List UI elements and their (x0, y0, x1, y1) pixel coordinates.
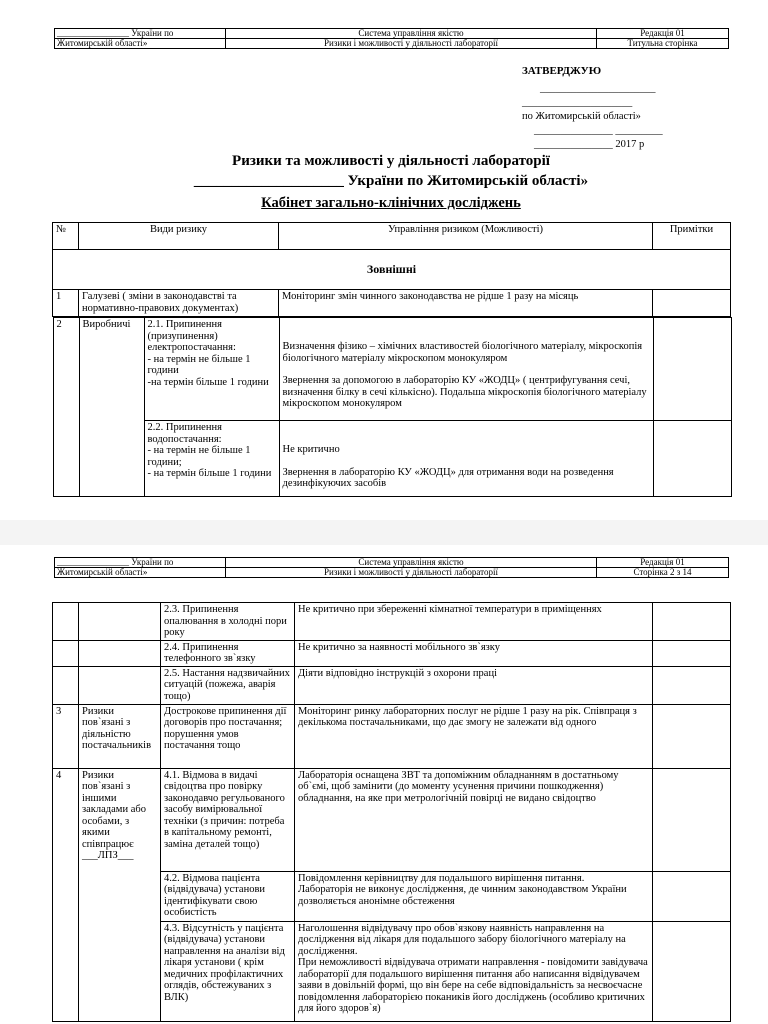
notes-cell (653, 290, 731, 317)
row-num: 1 (53, 290, 79, 317)
risk-type: Ризики пов`язані з діяльністю постачальників (79, 704, 161, 768)
header-doc-title: Ризики і можливості у діяльності лабораторії (226, 568, 597, 578)
risk-subtype: 4.2. Відмова пацієнта (відвідувача) установи ідентифікувати свою особистість (161, 871, 295, 921)
row-num (53, 640, 79, 666)
header-doc-title: Ризики і можливості у діяльності лабораторії (226, 39, 597, 49)
department-title: Кабінет загально-клінічних досліджень (261, 195, 521, 211)
header-org-line2: Житомирській області» (55, 568, 226, 578)
risk-type (79, 640, 161, 666)
risk-management: Повідомлення керівництву для подальшого вирішення питання. Лабораторія не виконує дослідження, де чинним законодавством України дозволяється анонімне обстеження (295, 871, 653, 921)
header-page-label: Сторінка 2 з 14 (597, 568, 729, 578)
header-org-line1: ________________ України по (55, 29, 226, 39)
management-text: Визначення фізико – хімічних властивостей біологічного матеріалу, мікроскопія біологічного матеріалу мікроскопом монокуляром (282, 341, 643, 364)
risk-table-continued (52, 602, 731, 1022)
risk-subtype: 2.5. Настання надзвичайних ситуацій (пожежа, аварія тощо) (161, 666, 295, 704)
approval-line: _____________________ (522, 97, 633, 108)
management-text: Звернення за допомогою в лабораторію КУ «ЖОДЦ» ( центрифугування сечі, визначення білку в сечі кількісно). Подальша мікроскопія біологічного матеріалу мікроскопом монокуляром (282, 375, 647, 409)
col-header-risk: Види ризику (79, 223, 279, 250)
col-header-notes: Примітки (653, 223, 731, 250)
risk-table (52, 222, 731, 497)
header-system: Система управління якістю (226, 558, 597, 568)
risk-type: Ризики пов`язані з іншими закладами або особами, з якими співпрацює ___ЛПЗ___ (79, 768, 161, 1021)
risk-management: Діяти відповідно інструкцій з охорони праці (295, 666, 653, 704)
approval-line: _______________ _________ (534, 125, 663, 136)
notes-cell (653, 421, 731, 497)
approval-date: _______________ 2017 р (534, 139, 645, 150)
row-num: 2 (53, 318, 79, 497)
header-org-line2: Житомирській області» (55, 39, 226, 49)
risk-type (79, 603, 161, 641)
management-text: Звернення в лабораторію КУ «ЖОДЦ» для отримання води на розведення дезинфікуючих засобів (282, 466, 614, 489)
row-num: 3 (53, 704, 79, 768)
approval-block (522, 64, 722, 152)
col-header-mgmt: Управління ризиком (Можливості) (279, 223, 653, 250)
notes-cell (653, 704, 731, 768)
notes-cell (653, 921, 731, 1021)
notes-cell (653, 666, 731, 704)
notes-cell (653, 603, 731, 641)
approval-line: ______________________ (540, 83, 656, 94)
risk-management (279, 318, 653, 421)
row-num (53, 666, 79, 704)
risk-type: Галузеві ( зміни в законодавстві та нормативно-правових документах) (79, 290, 279, 317)
page-header (54, 557, 729, 578)
risk-subtype: 2.4. Припинення телефонного зв`язку (161, 640, 295, 666)
notes-cell (653, 318, 731, 421)
page-header (54, 28, 729, 49)
risk-management: Наголошення відвідувачу про обов`язкову наявність направлення на дослідження від лікаря для подальшого забору біологічного матеріалу на дослідження. При неможливості відвідувача отримати направлення - повідомити завідувача лабораторії для подальшого вирішення питання або написання відвідувачем заяви в довільній формі, що він бере на себе відповідальність за несвоєчасне повідомлення лабораторією покаників його досліджень (особливо критичних для його здоров`я) (295, 921, 653, 1021)
risk-subtype: Дострокове припинення дії договорів про постачання; порушення умов постачання тощо (161, 704, 295, 768)
header-edition: Редакція 01 (597, 29, 729, 39)
notes-cell (653, 871, 731, 921)
row-num (53, 603, 79, 641)
risk-management (279, 421, 653, 497)
risk-management: Моніторинг змін чинного законодавства не рідше 1 разу на місяць (279, 290, 653, 317)
header-org-line1: ________________ України по (55, 558, 226, 568)
notes-cell (653, 640, 731, 666)
risk-subtype: 4.3. Відсутність у пацієнта (відвідувача) установи направлення на аналізи від лікаря установи ( крім медичних профілактичних оглядів, обстежуваних з ВЛК) (161, 921, 295, 1021)
risk-subtype: 4.1. Відмова в видачі свідоцтва про повірку законодавчо регульованого засобу вимірювальної техніки (з причин: потреба в капітальному ремонті, заміна деталей тощо) (161, 768, 295, 871)
risk-management: Не критично за наявності мобільного зв`язку (295, 640, 653, 666)
risk-type (79, 666, 161, 704)
risk-management: Не критично при збереженні кімнатної температури в приміщеннях (295, 603, 653, 641)
management-text: Не критично (282, 444, 340, 455)
col-header-num: № (53, 223, 79, 250)
approval-heading: ЗАТВЕРДЖУЮ (522, 65, 602, 77)
approval-line: по Житомирській області» (522, 111, 641, 122)
risk-management: Лабораторія оснащена ЗВТ та допоміжним обладнанням в достатньому об`ємі, щоб замінити (до моменту усунення причини пошкодження) обладнання, на яке при метрологічній повірці не видано свідоцтво (295, 768, 653, 871)
risk-type: Виробничі (79, 318, 144, 497)
header-page-label: Титульна сторінка (597, 39, 729, 49)
risk-subtype: 2.3. Припинення опалювання в холодні пори року (161, 603, 295, 641)
risk-management: Моніторинг ринку лабораторних послуг не рідше 1 разу на рік. Співпраця з декількома постачальниками, що дає змогу не залежати від одного (295, 704, 653, 768)
document-title: Ризики та можливості у діяльності лабораторії (232, 153, 550, 169)
row-2-block (53, 317, 732, 497)
row-num: 4 (53, 768, 79, 1021)
document-subtitle: ____________________ України по Житомирській області» (193, 173, 589, 189)
page-2 (0, 545, 768, 1024)
header-system: Система управління якістю (226, 29, 597, 39)
header-edition: Редакція 01 (597, 558, 729, 568)
risk-subtype: 2.1. Припинення (призупинення) електропостачання: - на термін не більше 1 години -на термін більше 1 години (144, 318, 279, 421)
section-title: Зовнішні (53, 250, 731, 290)
page-separator (0, 520, 768, 545)
notes-cell (653, 768, 731, 871)
risk-subtype: 2.2. Припинення водопостачання: - на термін не більше 1 години; - на термін більше 1 години (144, 421, 279, 497)
